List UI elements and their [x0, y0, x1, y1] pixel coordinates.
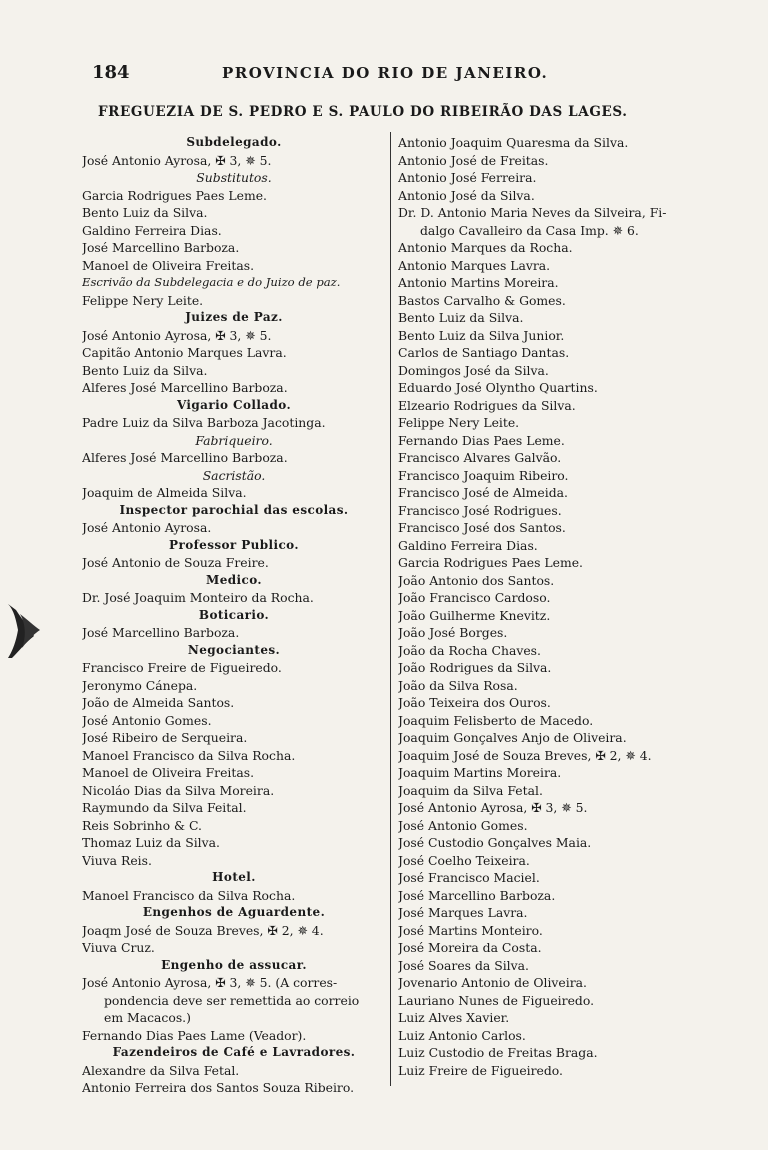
- entry-line: Felippe Nery Leite.: [398, 415, 520, 430]
- entry-line: Capitão Antonio Marques Lavra.: [82, 345, 287, 360]
- entry-line: Joaquim da Silva Fetal.: [398, 782, 543, 798]
- entry-line: Bento Luiz da Silva.: [82, 362, 208, 378]
- entry-line: João Rodrigues da Silva.: [398, 660, 552, 675]
- subsection-heading: Substitutos.: [196, 170, 272, 185]
- entry-line: João Teixeira dos Ouros.: [398, 695, 551, 710]
- entry-line: Eduardo José Olyntho Quartins.: [398, 380, 598, 395]
- entry-line: Thomaz Luiz da Silva.: [82, 835, 220, 850]
- entry-line: Joaquim Gonçalves Anjo de Oliveira.: [398, 730, 627, 745]
- entry-line: Joaquim Felisberto de Macedo.: [398, 712, 594, 728]
- entry-line: Galdino Ferreira Dias.: [82, 222, 222, 238]
- entry-line: Bento Luiz da Silva.: [82, 205, 208, 220]
- running-title: PROVINCIA DO RIO DE JANEIRO.: [222, 64, 549, 82]
- entry-line: Galdino Ferreira Dias.: [398, 537, 538, 553]
- entry-line: José Antonio Ayrosa, ✠ 3, ✵ 5.: [82, 327, 272, 343]
- entry-line: João da Silva Rosa.: [398, 677, 518, 693]
- entry-line: Joaquim José de Souza Breves, ✠ 2, ✵ 4.: [398, 747, 652, 763]
- entry-line: José Marcellino Barboza.: [82, 625, 240, 640]
- entry-line: Alferes José Marcellino Barboza.: [82, 380, 288, 395]
- section-heading: Vigario Collado.: [176, 397, 292, 412]
- right-column: [398, 134, 710, 1079]
- entry-line: Elzeario Rodrigues da Silva.: [398, 397, 576, 413]
- entry-line: Fernando Dias Paes Leme.: [398, 432, 565, 448]
- page-number: 184: [92, 62, 130, 83]
- entry-line: Garcia Rodrigues Paes Leme.: [398, 555, 583, 570]
- entry-line: João Francisco Cardoso.: [398, 590, 551, 605]
- entry-line: Jeronymo Cánepa.: [82, 677, 198, 693]
- entry-line: Alexandre da Silva Fetal.: [82, 1062, 240, 1078]
- entry-line: Manoel de Oliveira Freitas.: [82, 257, 255, 273]
- entry-line: Manoel de Oliveira Freitas.: [82, 765, 255, 780]
- entry-line: José Custodio Gonçalves Maia.: [398, 835, 592, 850]
- section-heading: Subdelegado.: [186, 135, 282, 149]
- entry-line: Viuva Reis.: [82, 852, 152, 868]
- entry-line: Garcia Rodrigues Paes Leme.: [82, 187, 267, 203]
- subsection-heading: Escrivão da Subdelegacia e do Juizo de paz.: [82, 275, 341, 289]
- entry-line: Reis Sobrinho & C.: [82, 817, 202, 833]
- section-heading: Professor Publico.: [169, 537, 299, 552]
- entry-line: em Macacos.): [104, 1010, 191, 1025]
- section-heading: Negociantes.: [187, 642, 281, 657]
- entry-line: Francisco José dos Santos.: [398, 520, 566, 535]
- entry-line: Luiz Alves Xavier.: [398, 1010, 510, 1025]
- entry-line: José Coelho Teixeira.: [398, 852, 530, 868]
- entry-line: Carlos de Santiago Dantas.: [398, 345, 570, 360]
- entry-line: Antonio Martins Moreira.: [398, 275, 559, 290]
- entry-line: Bastos Carvalho & Gomes.: [398, 292, 566, 308]
- entry-line: José Antonio Gomes.: [398, 817, 528, 833]
- entry-line: Manoel Francisco da Silva Rocha.: [82, 887, 296, 903]
- entry-line: João Antonio dos Santos.: [398, 572, 555, 588]
- entry-line: José Marcellino Barboza.: [398, 887, 556, 903]
- entry-line: Manoel Francisco da Silva Rocha.: [82, 747, 296, 763]
- section-heading: Engenhos de Aguardente.: [142, 905, 326, 919]
- entry-line: Luiz Freire de Figueiredo.: [398, 1062, 563, 1078]
- entry-line: José Antonio Ayrosa.: [82, 520, 212, 535]
- entry-line: Jovenario Antonio de Oliveira.: [398, 975, 587, 990]
- entry-line: José Antonio Ayrosa, ✠ 3, ✵ 5. (A corres-: [82, 975, 338, 990]
- entry-line: Joaquim de Almeida Silva.: [82, 485, 247, 500]
- entry-line: Alferes José Marcellino Barboza.: [82, 450, 288, 465]
- entry-line: João Guilherme Knevitz.: [398, 607, 551, 623]
- entry-line: Padre Luiz da Silva Barboza Jacotinga.: [82, 415, 326, 430]
- entry-line: Antonio José Ferreira.: [398, 170, 537, 185]
- entry-line: Joaquim Martins Moreira.: [398, 765, 562, 780]
- entry-line: José Francisco Maciel.: [398, 870, 540, 885]
- printers-mark-icon: [4, 600, 44, 662]
- entry-line: Domingos José da Silva.: [398, 362, 549, 378]
- entry-line: Felippe Nery Leite.: [82, 292, 204, 308]
- entry-line: Dr. José Joaquim Monteiro da Rocha.: [82, 590, 314, 605]
- entry-line: Nicoláo Dias da Silva Moreira.: [82, 782, 275, 798]
- entry-line: Francisco Alvares Galvão.: [398, 450, 562, 465]
- entry-line: Francisco Freire de Figueiredo.: [82, 660, 282, 675]
- entry-line: José Martins Monteiro.: [398, 922, 543, 938]
- entry-line: dalgo Cavalleiro da Casa Imp. ✵ 6.: [420, 222, 639, 238]
- entry-line: Francisco José Rodrigues.: [398, 502, 562, 518]
- entry-line: Fernando Dias Paes Lame (Veador).: [82, 1027, 307, 1043]
- entry-line: José Ribeiro de Serqueira.: [82, 730, 248, 745]
- entry-line: José Soares da Silva.: [398, 957, 529, 973]
- entry-line: José Antonio de Souza Freire.: [82, 555, 269, 570]
- entry-line: Francisco José de Almeida.: [398, 485, 568, 500]
- entry-line: Dr. D. Antonio Maria Neves da Silveira, Fi-: [398, 205, 667, 220]
- entry-line: Viuva Cruz.: [82, 940, 155, 955]
- column-divider: [390, 132, 391, 1086]
- subsection-heading: Fabriqueiro.: [195, 432, 273, 448]
- page-header: [92, 62, 692, 86]
- entry-line: José Marques Lavra.: [398, 905, 528, 920]
- entry-line: Francisco Joaquim Ribeiro.: [398, 467, 569, 483]
- entry-line: Antonio José da Silva.: [398, 187, 535, 203]
- left-column: [82, 134, 386, 1097]
- entry-line: Luiz Custodio de Freitas Braga.: [398, 1045, 598, 1060]
- section-title: FREGUEZIA DE S. PEDRO E S. PAULO DO RIBEIRÃO DAS LAGES.: [98, 104, 628, 120]
- entry-line: José Antonio Gomes.: [82, 712, 212, 728]
- entry-line: José Antonio Ayrosa, ✠ 3, ✵ 5.: [398, 800, 588, 815]
- section-heading: Boticario.: [198, 607, 270, 622]
- entry-line: João da Rocha Chaves.: [398, 642, 541, 658]
- entry-line: José Marcellino Barboza.: [82, 240, 240, 255]
- entry-line: José Moreira da Costa.: [398, 940, 542, 955]
- entry-line: João de Almeida Santos.: [82, 695, 235, 710]
- entry-line: Antonio Marques Lavra.: [398, 257, 551, 273]
- entry-line: Antonio Joaquim Quaresma da Silva.: [398, 135, 629, 150]
- section-heading: Engenho de assucar.: [161, 957, 307, 972]
- entry-line: José Antonio Ayrosa, ✠ 3, ✵ 5.: [82, 152, 272, 168]
- entry-line: João José Borges.: [398, 625, 508, 640]
- subsection-heading: Sacristão.: [202, 467, 266, 483]
- entry-line: Antonio José de Freitas.: [398, 152, 549, 168]
- entry-line: Raymundo da Silva Feital.: [82, 800, 247, 815]
- entry-line: Bento Luiz da Silva.: [398, 310, 524, 325]
- entry-line: Antonio Ferreira dos Santos Souza Ribeiro.: [82, 1080, 355, 1095]
- section-heading: Juizes de Paz.: [185, 310, 283, 324]
- section-heading: Fazendeiros de Café e Lavradores.: [112, 1045, 356, 1059]
- section-heading: Inspector parochial das escolas.: [119, 502, 349, 517]
- entry-line: Antonio Marques da Rocha.: [398, 240, 573, 255]
- section-heading: Hotel.: [212, 870, 256, 884]
- entry-line: Luiz Antonio Carlos.: [398, 1027, 526, 1043]
- entry-line: Bento Luiz da Silva Junior.: [398, 327, 565, 343]
- entry-line: Lauriano Nunes de Figueiredo.: [398, 992, 595, 1008]
- entry-line: pondencia deve ser remettida ao correio: [104, 992, 360, 1008]
- section-heading: Medico.: [206, 572, 262, 587]
- entry-line: Joaqm José de Souza Breves, ✠ 2, ✵ 4.: [82, 922, 324, 938]
